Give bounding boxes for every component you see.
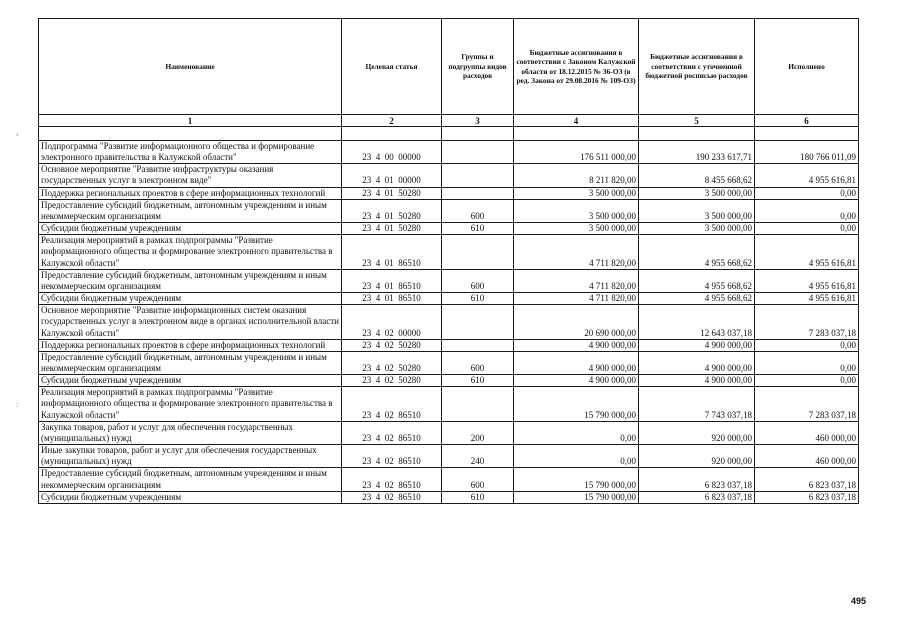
header-refined: Бюджетные ассигнования в соответствии с уточненной бюджетной росписью расходов — [639, 19, 755, 115]
row-budget: 4 900 000,00 — [514, 351, 639, 374]
row-done: 0,00 — [755, 339, 859, 351]
row-budget: 4 900 000,00 — [514, 375, 639, 387]
row-done: 0,00 — [755, 351, 859, 374]
row-code: 23 4 01 50280 — [342, 187, 442, 199]
row-code: 23 4 01 50280 — [342, 223, 442, 235]
row-group — [442, 187, 514, 199]
row-name: Реализация мероприятий в рамках подпрограммы "Развитие информационного общества и формирование электронного правительства в Калужской области" — [39, 387, 342, 421]
row-code: 23 4 01 50280 — [342, 199, 442, 222]
row-refined: 3 500 000,00 — [639, 223, 755, 235]
header-done: Исполнено — [755, 19, 859, 115]
row-budget: 3 500 000,00 — [514, 199, 639, 222]
row-budget: 8 211 820,00 — [514, 164, 639, 187]
row-refined: 4 900 000,00 — [639, 375, 755, 387]
row-refined: 12 643 037,18 — [639, 305, 755, 339]
header-name: Наименование — [39, 19, 342, 115]
row-code: 23 4 02 00000 — [342, 305, 442, 339]
row-code: 23 4 02 50280 — [342, 339, 442, 351]
row-refined: 7 743 037,18 — [639, 387, 755, 421]
row-name: Иные закупки товаров, работ и услуг для обеспечения государственных (муниципальных) нужд — [39, 445, 342, 468]
row-budget: 3 500 000,00 — [514, 223, 639, 235]
row-done: 6 823 037,18 — [755, 468, 859, 491]
table-row — [39, 141, 859, 164]
row-name: Предоставление субсидий бюджетным, автономным учреждениям и иным некоммерческим организациям — [39, 468, 342, 491]
row-done: 4 955 616,81 — [755, 269, 859, 292]
table-row — [39, 187, 859, 199]
row-done: 7 283 037,18 — [755, 305, 859, 339]
row-group: 600 — [442, 351, 514, 374]
row-group: 240 — [442, 445, 514, 468]
row-name: Субсидии бюджетным учреждениям — [39, 375, 342, 387]
table-row — [39, 375, 859, 387]
row-budget: 3 500 000,00 — [514, 187, 639, 199]
table-row — [39, 269, 859, 292]
row-group: 610 — [442, 223, 514, 235]
spacer-row — [39, 127, 859, 141]
column-number: 1 — [39, 115, 342, 127]
row-budget: 15 790 000,00 — [514, 468, 639, 491]
row-group: 600 — [442, 199, 514, 222]
header-budget: Бюджетные ассигнования в соответствии с Законом Калужской области от 18.12.2015 № 36-ОЗ (в ред. Закона от 29.08.2016 № 109-ОЗ) — [514, 19, 639, 115]
row-group: 200 — [442, 421, 514, 444]
row-name: Поддержка региональных проектов в сфере информационных технологий — [39, 339, 342, 351]
header-code: Целевая статья — [342, 19, 442, 115]
row-done: 7 283 037,18 — [755, 387, 859, 421]
page-number: 495 — [851, 596, 867, 606]
row-code: 23 4 02 86510 — [342, 468, 442, 491]
budget-table — [38, 18, 859, 504]
row-done: 0,00 — [755, 223, 859, 235]
row-name: Предоставление субсидий бюджетным, автономным учреждениям и иным некоммерческим организациям — [39, 199, 342, 222]
row-name: Реализация мероприятий в рамках подпрограммы "Развитие информационного общества и формирование электронного правительства в Калужской области" — [39, 235, 342, 269]
table-row — [39, 421, 859, 444]
row-refined: 4 900 000,00 — [639, 339, 755, 351]
budget-sheet — [38, 18, 859, 504]
row-refined: 4 900 000,00 — [639, 351, 755, 374]
row-budget: 0,00 — [514, 421, 639, 444]
row-name: Подпрограмма "Развитие информационного общества и формирование электронного правительства в Калужской области" — [39, 141, 342, 164]
row-group: 610 — [442, 375, 514, 387]
row-name: Предоставление субсидий бюджетным, автономным учреждениям и иным некоммерческим организациям — [39, 351, 342, 374]
row-name: Закупка товаров, работ и услуг для обеспечения государственных (муниципальных) нужд — [39, 421, 342, 444]
row-done: 4 955 616,81 — [755, 235, 859, 269]
column-number: 4 — [514, 115, 639, 127]
row-code: 23 4 02 86510 — [342, 387, 442, 421]
row-group: 610 — [442, 293, 514, 305]
row-group — [442, 305, 514, 339]
row-refined: 190 233 617,71 — [639, 141, 755, 164]
row-refined: 8 455 668,62 — [639, 164, 755, 187]
row-group — [442, 141, 514, 164]
table-row — [39, 468, 859, 491]
binding-mark: ‹ — [16, 130, 19, 139]
row-budget: 4 711 820,00 — [514, 235, 639, 269]
row-budget: 15 790 000,00 — [514, 387, 639, 421]
table-row — [39, 351, 859, 374]
row-group: 610 — [442, 491, 514, 503]
column-number: 6 — [755, 115, 859, 127]
table-row — [39, 164, 859, 187]
row-done: 460 000,00 — [755, 445, 859, 468]
table-body — [39, 127, 859, 504]
column-number-row — [39, 115, 859, 127]
row-code: 23 4 01 86510 — [342, 269, 442, 292]
column-number: 2 — [342, 115, 442, 127]
row-code: 23 4 02 50280 — [342, 375, 442, 387]
row-code: 23 4 00 00000 — [342, 141, 442, 164]
row-code: 23 4 01 86510 — [342, 235, 442, 269]
table-row — [39, 305, 859, 339]
row-done: 6 823 037,18 — [755, 491, 859, 503]
row-refined: 3 500 000,00 — [639, 187, 755, 199]
table-row — [39, 199, 859, 222]
row-name: Субсидии бюджетным учреждениям — [39, 223, 342, 235]
row-budget: 4 711 820,00 — [514, 269, 639, 292]
row-name: Субсидии бюджетным учреждениям — [39, 491, 342, 503]
row-name: Субсидии бюджетным учреждениям — [39, 293, 342, 305]
row-group: 600 — [442, 468, 514, 491]
row-done: 4 955 616,81 — [755, 164, 859, 187]
table-row — [39, 293, 859, 305]
row-done: 180 766 011,09 — [755, 141, 859, 164]
row-done: 0,00 — [755, 375, 859, 387]
row-done: 460 000,00 — [755, 421, 859, 444]
column-number: 5 — [639, 115, 755, 127]
row-refined: 6 823 037,18 — [639, 491, 755, 503]
row-name: Основное мероприятие "Развитие инфраструктуры оказания государственных услуг в электронном виде" — [39, 164, 342, 187]
row-name: Поддержка региональных проектов в сфере информационных технологий — [39, 187, 342, 199]
row-group — [442, 164, 514, 187]
row-group — [442, 235, 514, 269]
row-refined: 920 000,00 — [639, 421, 755, 444]
row-refined: 4 955 668,62 — [639, 293, 755, 305]
row-budget: 15 790 000,00 — [514, 491, 639, 503]
column-number: 3 — [442, 115, 514, 127]
row-group — [442, 339, 514, 351]
table-row — [39, 223, 859, 235]
row-done: 4 955 616,81 — [755, 293, 859, 305]
row-budget: 20 690 000,00 — [514, 305, 639, 339]
table-row — [39, 445, 859, 468]
row-budget: 176 511 000,00 — [514, 141, 639, 164]
row-refined: 920 000,00 — [639, 445, 755, 468]
row-group — [442, 387, 514, 421]
row-refined: 3 500 000,00 — [639, 199, 755, 222]
row-done: 0,00 — [755, 187, 859, 199]
row-code: 23 4 02 50280 — [342, 351, 442, 374]
row-name: Предоставление субсидий бюджетным, автономным учреждениям и иным некоммерческим организациям — [39, 269, 342, 292]
row-budget: 4 900 000,00 — [514, 339, 639, 351]
row-refined: 6 823 037,18 — [639, 468, 755, 491]
row-refined: 4 955 668,62 — [639, 269, 755, 292]
row-name: Основное мероприятие "Развитие информационных систем оказания государственных услуг в электронном виде в органах исполнительной власти Калужской области" — [39, 305, 342, 339]
header-group: Группы и подгруппы видов расходов — [442, 19, 514, 115]
row-code: 23 4 01 00000 — [342, 164, 442, 187]
row-budget: 0,00 — [514, 445, 639, 468]
row-code: 23 4 02 86510 — [342, 445, 442, 468]
row-budget: 4 711 820,00 — [514, 293, 639, 305]
row-group: 600 — [442, 269, 514, 292]
row-done: 0,00 — [755, 199, 859, 222]
binding-mark: : — [16, 400, 19, 409]
table-row — [39, 339, 859, 351]
table-row — [39, 491, 859, 503]
header-row — [39, 19, 859, 115]
table-row — [39, 387, 859, 421]
row-code: 23 4 02 86510 — [342, 491, 442, 503]
row-refined: 4 955 668,62 — [639, 235, 755, 269]
row-code: 23 4 02 86510 — [342, 421, 442, 444]
row-code: 23 4 01 86510 — [342, 293, 442, 305]
table-row — [39, 235, 859, 269]
